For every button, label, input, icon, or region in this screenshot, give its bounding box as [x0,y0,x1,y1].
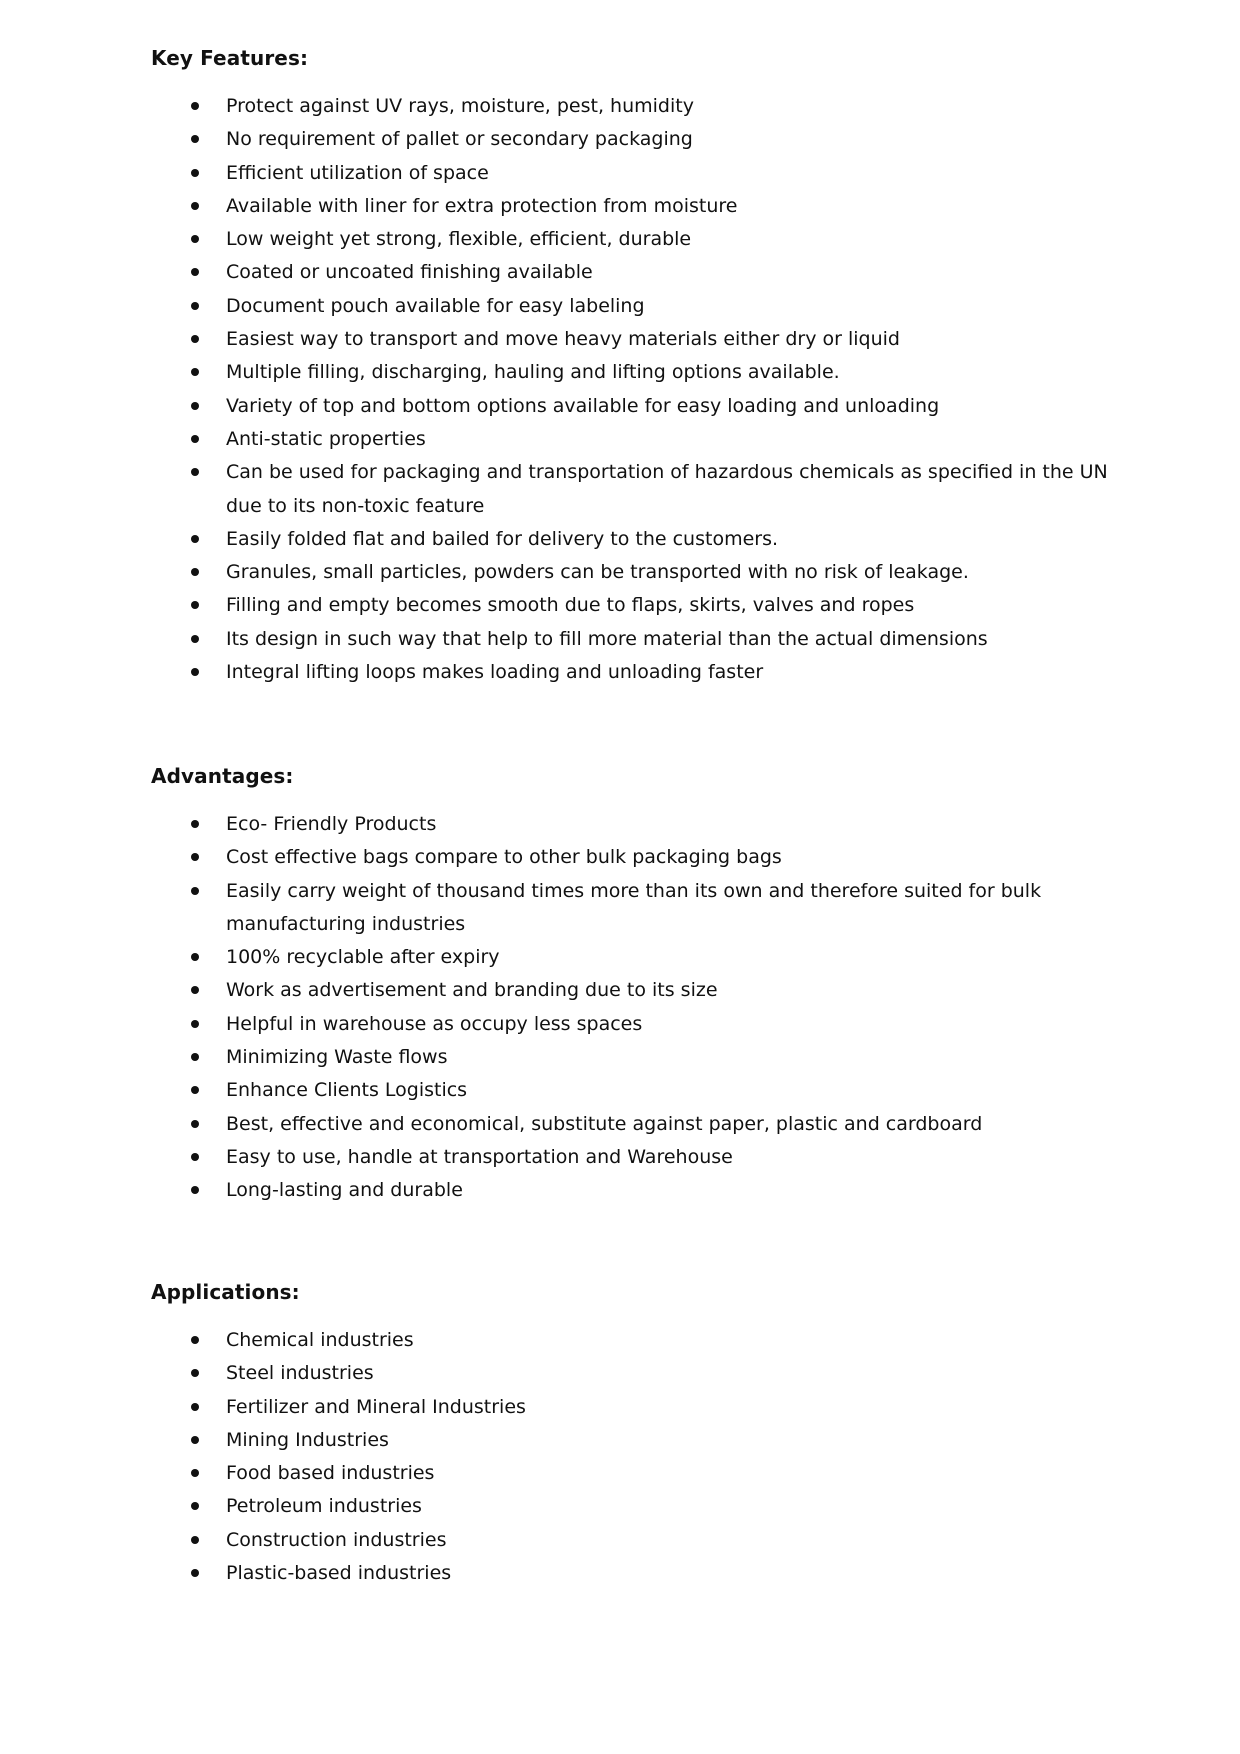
bullet-icon [191,1569,199,1577]
bullet-icon [191,268,199,276]
list-item [151,656,1111,689]
bullet-icon [191,1020,199,1028]
list-item-text: Document pouch available for easy labeling [226,294,645,317]
list-item [151,456,1111,523]
bullet-icon [191,402,199,410]
list-item-text: Filling and empty becomes smooth due to flaps, skirts, valves and ropes [226,594,915,617]
bullet-icon [191,1086,199,1094]
list-item-text: Anti-static properties [226,427,426,450]
list-item-text: 100% recyclable after expiry [226,946,500,969]
list-item [151,1524,1111,1557]
bullet-icon [191,1469,199,1477]
list-item [151,390,1111,423]
list-item-text: Construction industries [226,1528,447,1551]
bullet-icon [191,535,199,543]
list-item [151,190,1111,223]
bullet-icon [191,568,199,576]
list-item-text: Easily carry weight of thousand times more than its own and therefore suited for bulk manufacturing industries [226,879,1042,935]
list-item [151,1324,1111,1357]
advantages-section [151,764,1111,1208]
list-item-text: Multiple filling, discharging, hauling and lifting options available. [226,361,840,384]
list-item-text: Best, effective and economical, substitute against paper, plastic and cardboard [226,1112,983,1135]
list-item [151,1074,1111,1107]
bullet-icon [191,1336,199,1344]
list-item-text: Mining Industries [226,1428,389,1451]
list-item [151,256,1111,289]
advantages-heading: Advantages: [151,764,294,788]
bullet-icon [191,468,199,476]
bullet-icon [191,1153,199,1161]
applications-section [151,1280,1111,1590]
list-item [151,323,1111,356]
bullet-icon [191,235,199,243]
list-item [151,623,1111,656]
list-item-text: Fertilizer and Mineral Industries [226,1395,526,1418]
list-item-text: Coated or uncoated finishing available [226,261,593,284]
bullet-icon [191,1502,199,1510]
bullet-icon [191,202,199,210]
list-item [151,589,1111,622]
bullet-icon [191,1403,199,1411]
list-item [151,1141,1111,1174]
list-item [151,90,1111,123]
list-item-text: Granules, small particles, powders can be transported with no risk of leakage. [226,561,969,584]
list-item-text: Easiest way to transport and move heavy materials either dry or liquid [226,328,900,351]
list-item [151,1424,1111,1457]
list-item-text: Petroleum industries [226,1495,422,1518]
bullet-icon [191,1053,199,1061]
list-item [151,523,1111,556]
bullet-icon [191,135,199,143]
list-item-text: Eco- Friendly Products [226,813,437,835]
list-item [151,1391,1111,1424]
list-item-text: Chemical industries [226,1329,414,1351]
list-item-text: Long-lasting and durable [226,1179,463,1202]
bullet-icon [191,335,199,343]
bullet-icon [191,1536,199,1544]
list-item [151,875,1111,942]
list-item [151,223,1111,256]
bullet-icon [191,435,199,443]
applications-list [151,1324,1111,1590]
list-item [151,1457,1111,1490]
bullet-icon [191,1186,199,1194]
list-item-text: Food based industries [226,1462,435,1485]
list-item [151,1041,1111,1074]
key-features-heading: Key Features: [151,46,309,70]
applications-heading: Applications: [151,1280,300,1304]
bullet-icon [191,1120,199,1128]
key-features-section [151,46,1111,689]
list-item [151,123,1111,156]
bullet-icon [191,887,199,895]
list-item [151,1357,1111,1390]
list-item [151,290,1111,323]
list-item-text: Easily folded flat and bailed for delivery to the customers. [226,527,779,550]
list-item [151,423,1111,456]
list-item-text: Plastic-based industries [226,1562,452,1585]
list-item-text: Low weight yet strong, flexible, efficient, durable [226,228,692,251]
bullet-icon [191,601,199,609]
list-item [151,974,1111,1007]
list-item-text: Integral lifting loops makes loading and unloading faster [226,661,764,684]
list-item-text: Its design in such way that help to fill more material than the actual dimensions [226,627,988,650]
bullet-icon [191,169,199,177]
bullet-icon [191,668,199,676]
list-item [151,556,1111,589]
list-item [151,1108,1111,1141]
bullet-icon [191,953,199,961]
list-item-text: Cost effective bags compare to other bulk packaging bags [226,846,782,869]
list-item [151,1490,1111,1523]
bullet-icon [191,820,199,828]
list-item-text: Minimizing Waste flows [226,1046,448,1069]
list-item-text: Easy to use, handle at transportation and Warehouse [226,1145,733,1168]
list-item [151,808,1111,841]
list-item-text: Work as advertisement and branding due to its size [226,979,718,1002]
key-features-list [151,90,1111,689]
bullet-icon [191,1369,199,1377]
list-item-text: Helpful in warehouse as occupy less spaces [226,1012,643,1035]
list-item-text: Steel industries [226,1362,374,1385]
list-item-text: Available with liner for extra protection from moisture [226,194,738,217]
list-item-text: Can be used for packaging and transportation of hazardous chemicals as specified in the UN due to its non-toxic feature [226,461,1108,517]
list-item [151,356,1111,389]
list-item [151,157,1111,190]
bullet-icon [191,1436,199,1444]
list-item [151,1174,1111,1207]
list-item [151,941,1111,974]
list-item-text: Efficient utilization of space [226,161,489,184]
list-item-text: No requirement of pallet or secondary packaging [226,128,693,151]
list-item [151,1008,1111,1041]
list-item [151,841,1111,874]
bullet-icon [191,302,199,310]
bullet-icon [191,853,199,861]
advantages-list [151,808,1111,1208]
list-item [151,1557,1111,1590]
list-item-text: Protect against UV rays, moisture, pest, humidity [226,95,694,117]
bullet-icon [191,102,199,110]
list-item-text: Variety of top and bottom options available for easy loading and unloading [226,394,940,417]
bullet-icon [191,986,199,994]
bullet-icon [191,368,199,376]
bullet-icon [191,635,199,643]
list-item-text: Enhance Clients Logistics [226,1079,468,1102]
